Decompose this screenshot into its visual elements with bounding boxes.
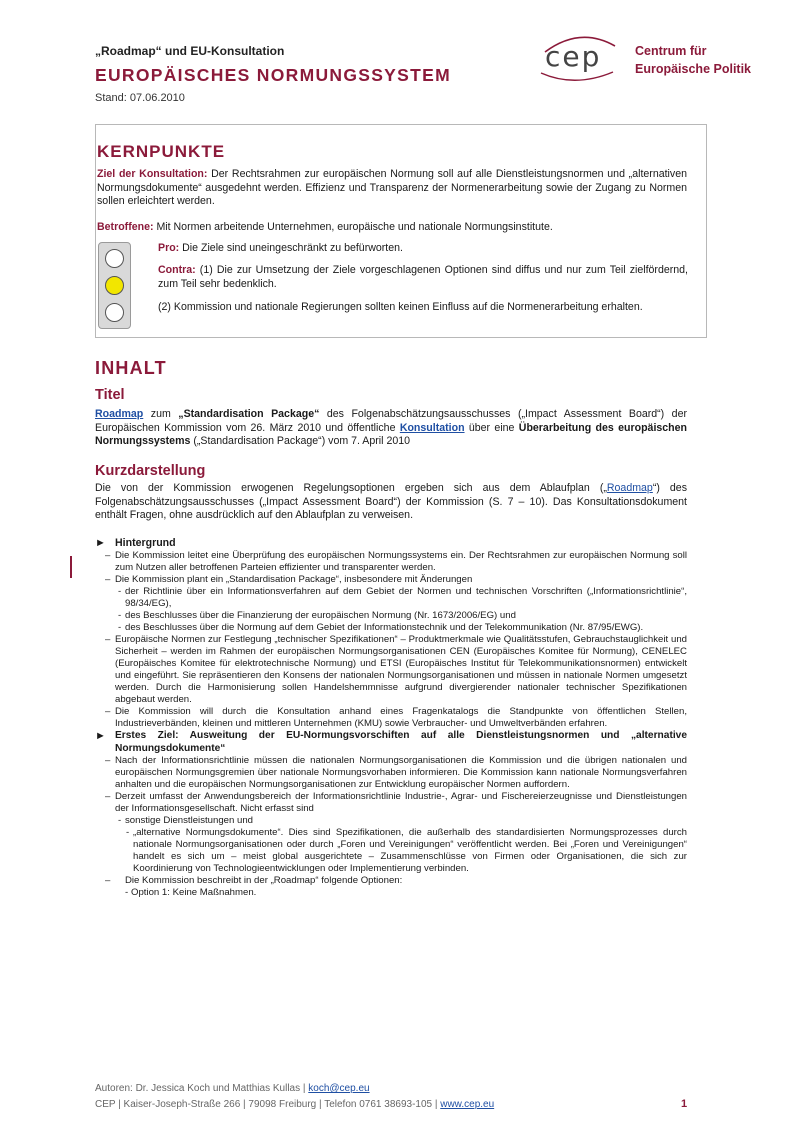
pro-label: Pro: [158,242,180,254]
hintergrund-item [95,574,687,586]
sub-dash-icon: - [118,622,122,633]
traffic-light-icon [98,242,131,329]
page-number: 1 [681,1098,688,1110]
arrow-bullet-icon: ► [95,537,106,549]
erstes-ziel-s1: sonstige Dienstleistungen und [125,815,254,826]
hintergrund-section [95,537,687,899]
arrow-bullet-icon: ► [95,730,106,742]
report-subtitle: „Roadmap“ und EU-Konsultation [95,44,285,58]
kernpunkte-betroffene [97,221,687,235]
hintergrund-subitem [95,610,687,622]
betroffene-text: Mit Normen arbeitende Unternehmen, europäische und nationale Normungsinstitute. [156,221,553,233]
erstes-ziel-item [95,791,687,815]
change-bar [70,556,72,578]
titel-t4: („Standardisation Package“) vom 7. April 2010 [190,435,411,447]
pro-text: Die Ziele sind uneingeschränkt zu befürworten. [182,242,403,254]
roadmap-link[interactable]: Roadmap [95,408,144,420]
erstes-ziel-subitem [95,827,687,875]
titel-text [95,408,687,449]
erstes-ziel-heading-row [95,730,687,755]
hintergrund-subitem [95,586,687,610]
hintergrund-s3: des Beschlusses über die Normung auf dem Gebiet der Informationstechnik und der Telekommunikation (Nr. 87/95/EWG). [125,622,644,633]
erstes-ziel-subitem [95,815,687,827]
hintergrund-item [95,550,687,574]
konsultation-link[interactable]: Konsultation [399,421,465,434]
hintergrund-item [95,706,687,730]
hintergrund-d3: Europäische Normen zur Festlegung „technischer Spezifikationen“ – Produktmerkmale wie Qualitätsstufen, Gebrauchstauglichkeit und Sicherheit – werden im Rahmen der europäischen Normungsorganisationen CEN (Europäisches Komitee für Normung), CENELEC (Europäisches Komitee für elektrotechnische Normung) und ETSI (Europäisches Institut für Telekommunikationsnormen) entwickelt und eingeführt. Sie repräsentieren den Konsens der nationalen Normungsorganisationen und müssen in nationale Normen umgesetzt werden. Durch die Harmonisierung sollen Handelshemmnisse aufgrund divergierender nationaler technischer Spezifikationen abgebaut werden. [115,634,687,705]
kernpunkte-contra [158,264,688,291]
sub-dash-icon: - [126,827,130,838]
hintergrund-s2: des Beschlusses über die Finanzierung der europäischen Normung (Nr. 1673/2006/EG) und [125,610,516,621]
erstes-ziel-s2: „alternative Normungsdokumente“. Dies sind Spezifikationen, die außerhalb des standardisierten Normungsprozesses durch nationale Normungsorganisationen oder durch „Foren und Vereinigungen“ veröffentlicht werden. Bei „Foren und Vereinigungen“ handelt es sich um – meist global ausgerichtete – Zusammenschlüsse von Firmen oder Organisationen, die sich zur Koordinierung von Technologieentwicklungen oder Implementierung verbinden. [133,827,687,874]
dash-bullet-icon: – [105,875,111,886]
document-title: EUROPÄISCHES NORMUNGSSYSTEM [95,65,451,85]
org-name-line2: Europäische Politik [635,62,752,76]
betroffene-label: Betroffene: [97,221,154,233]
footer-address-line [95,1099,494,1110]
sub-dash-icon: - [118,610,122,621]
footer-address: CEP | Kaiser-Joseph-Straße 266 | 79098 Freiburg | Telefon 0761 38693-105 | [95,1099,441,1110]
hintergrund-s1: der Richtlinie über ein Informationsverfahren auf dem Gebiet der Normen und technischen Vorschriften („Informationsrichtlinie“, 98/34/EG), [125,586,687,609]
erstes-ziel-d3: Die Kommission beschreibt in der „Roadmap“ folgende Optionen: [125,875,403,886]
inhalt-heading: INHALT [95,358,167,378]
kurz-t1: Die von der Kommission erwogenen Regelungsoptionen ergeben sich aus dem Ablaufplan („ [95,482,607,494]
dash-bullet-icon: – [105,755,111,766]
hintergrund-d2: Die Kommission plant ein „Standardisation Package“, insbesondere mit Änderungen [115,574,473,585]
logo-text: cep [545,40,602,73]
dash-bullet-icon: – [105,574,111,585]
titel-t2: des Folgenabschätzungsausschusses („Impact Assessment Board“) der Europäischen Kommission vom 26. März 2010 und öffentliche [95,408,687,434]
erstes-ziel-item [95,755,687,791]
titel-t3: über eine [464,421,519,434]
kernpunkte-contra-2: (2) Kommission und nationale Regierungen sollten keinen Einfluss auf die Normenerarbeitung erhalten. [158,301,643,313]
sub-dash-icon: - [118,815,122,826]
traffic-light-top [105,249,124,268]
hintergrund-d1: Die Kommission leitet eine Überprüfung des europäischen Normungssystems ein. Der Rechtsrahmen zur europäischen Normung soll zum Nutzen aller betroffenen Parteien effizienter und transparenter werden. [115,550,687,573]
kurz-roadmap-link[interactable]: Roadmap [606,482,653,494]
hintergrund-subitem [95,622,687,634]
titel-heading: Titel [95,387,125,403]
dash-bullet-icon: – [105,706,111,717]
document-date: Stand: 07.06.2010 [95,92,185,104]
titel-b2: Überarbeitung des europäischen Normungssystems [95,421,688,447]
kurz-text [95,482,687,523]
kernpunkte-ziel [97,168,687,209]
hintergrund-heading-row [95,537,687,549]
footer-authors: Autoren: Dr. Jessica Koch und Matthias Kullas | [95,1083,309,1094]
traffic-light-middle [105,276,124,295]
sub-dash-icon: - [118,586,122,597]
footer-email-link[interactable]: koch@cep.eu [308,1083,370,1094]
hintergrund-d4: Die Kommission will durch die Konsultation anhand eines Fragenkatalogs die Standpunkte von öffentlichen Stellen, Industrieverbänden, kleinen und mittleren Unternehmen (KMU) sowie Verbraucher- und Umweltverbänden erfahren. [115,706,687,729]
kurz-heading: Kurzdarstellung [95,463,206,479]
ziel-text: Der Rechtsrahmen zur europäischen Normung soll auf alle Dienstleistungsnormen und „alternativen Normungsdokumente“ ausgedehnt werden. Effizienz und Transparenz der Normenerarbeitung sowie der Zugang zu Normen sollen erleichtert werden. [97,168,687,207]
sub-dash-icon: - [125,887,129,898]
erstes-ziel-s3: Option 1: Keine Maßnahmen. [131,887,257,898]
footer-web-link[interactable]: www.cep.eu [440,1099,495,1110]
contra-label: Contra: [158,264,196,276]
erstes-ziel-subitem [95,887,687,899]
dash-bullet-icon: – [105,791,111,802]
contra-text-1: (1) Die zur Umsetzung der Ziele vorgeschlagenen Optionen sind diffus und nur zum Teil zielfördernd, zum Teil sehr bedenklich. [158,264,688,290]
erstes-ziel-d1: Nach der Informationsrichtlinie müssen die nationalen Normungsorganisationen die Kommission und die übrigen nationalen und europäischen Normungsgremien über nationale Normungsvorhaben informieren. Die Kommission kann nationale Normungsverfahren anhalten und die europäischen Normungsorganisationen zur Entwicklung europäischer Normen auffordern. [115,755,687,790]
titel-t1: zum [143,408,179,420]
footer-authors-line [95,1083,370,1094]
traffic-light-bottom [105,303,124,322]
erstes-ziel-d2: Derzeit umfasst der Anwendungsbereich der Informationsrichtlinie Industrie-, Agrar- und Fischereierzeugnisse und Dienstleistungen der Informationsgesellschaft. Nicht erfasst sind [115,791,687,814]
cep-logo [535,30,625,84]
kernpunkte-pro [158,242,688,256]
ziel-label: Ziel der Konsultation: [97,168,208,180]
hintergrund-heading: Hintergrund [115,537,176,549]
org-name-line1: Centrum für [635,44,707,58]
erstes-ziel-heading: Erstes Ziel: Ausweitung der EU-Normungsvorschiften auf alle Dienstleistungsnormen und „alternative Normungsdokumente“ [115,730,687,754]
dash-bullet-icon: – [105,634,111,645]
titel-b1: „Standardisation Package“ [178,408,320,420]
kurz-t2: “) des Folgenabschätzungsausschusses („Impact Assessment Board“) der Kommission (S. 7 – 10). Das Konsultationsdokument enthält Fragen, ohne ausdrücklich auf den Ablaufplan zu verweisen. [95,482,687,521]
kernpunkte-heading: KERNPUNKTE [97,142,226,161]
dash-bullet-icon: – [105,550,111,561]
erstes-ziel-item [95,875,687,887]
hintergrund-item [95,634,687,706]
